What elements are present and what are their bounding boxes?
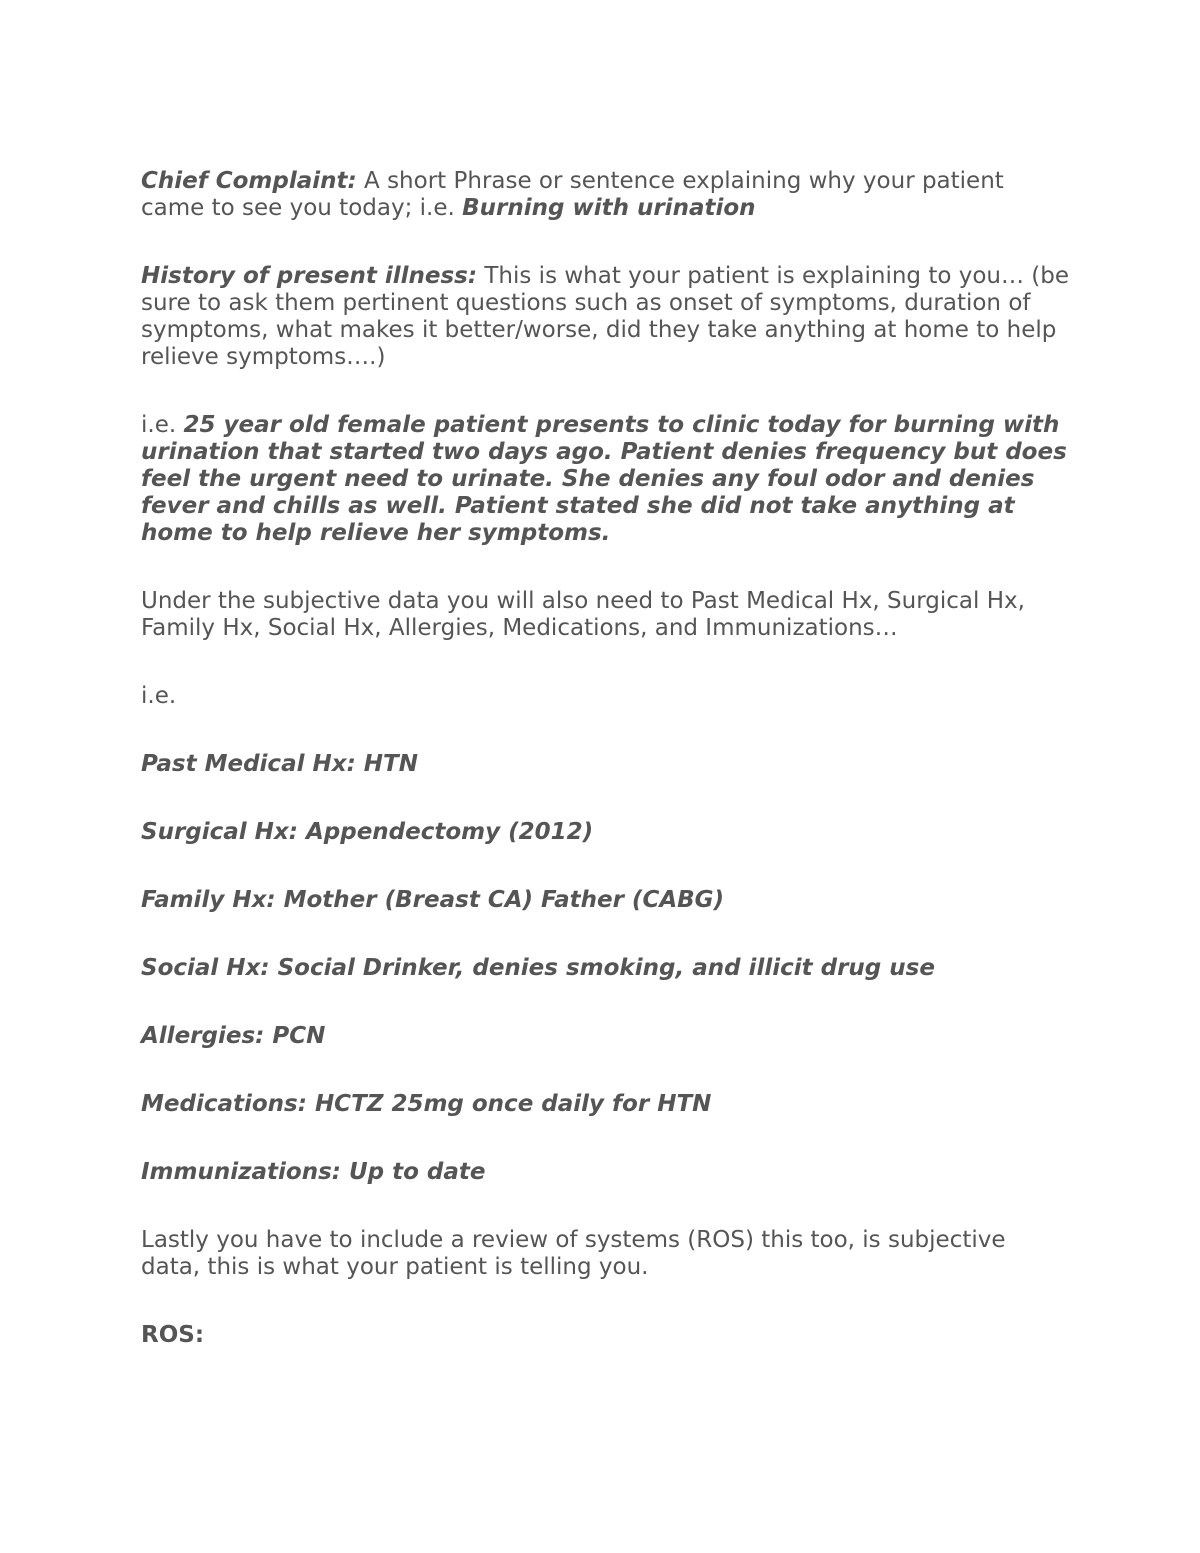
history-item-medications: Medications: HCTZ 25mg once daily for HTN [141,1091,712,1117]
hpi-text: This is what your patient is explaining to you… (be sure to ask them pertinent questions such as onset of symptoms, duration of symptoms, what makes it better/worse, did they take anything at home to help relieve symptoms….) [141,263,1070,370]
history-item-surgical: Surgical Hx: Appendectomy (2012) [141,819,594,845]
hpi-example-paragraph [141,412,1071,547]
history-item-allergies: Allergies: PCN [141,1023,326,1049]
history-item-social: Social Hx: Social Drinker, denies smoking, and illicit drug use [141,955,935,981]
chief-complaint-example: Burning with urination [462,195,756,221]
ie-label: i.e. [141,683,177,709]
chief-complaint-paragraph [141,168,1071,222]
hpi-example-prefix: i.e. [141,412,184,438]
history-item-past-medical: Past Medical Hx: HTN [141,751,418,777]
history-item-family: Family Hx: Mother (Breast CA) Father (CABG) [141,887,725,913]
chief-complaint-label: Chief Complaint: [141,168,357,194]
hpi-label: History of present illness: [141,263,478,289]
hpi-paragraph [141,263,1071,371]
ros-note: Lastly you have to include a review of systems (ROS) this too, is subjective data, this is what your patient is telling you. [141,1227,1006,1280]
chief-complaint-text: A short Phrase or sentence explaining why your patient came to see you today; i.e. [141,168,1004,221]
hpi-example-text: 25 year old female patient presents to clinic today for burning with urination that started two days ago. Patient denies frequency but does feel the urgent need to urinate. She denies any foul odor and denies fever and chills as well. Patient stated she did not take anything at home to help relieve her symptoms. [141,412,1067,546]
document-body [141,168,1071,1349]
ros-label: ROS: [141,1322,205,1348]
subjective-note: Under the subjective data you will also need to Past Medical Hx, Surgical Hx, Family Hx, Social Hx, Allergies, Medications, and Immunizations… [141,588,1025,641]
history-item-immunizations: Immunizations: Up to date [141,1159,486,1185]
